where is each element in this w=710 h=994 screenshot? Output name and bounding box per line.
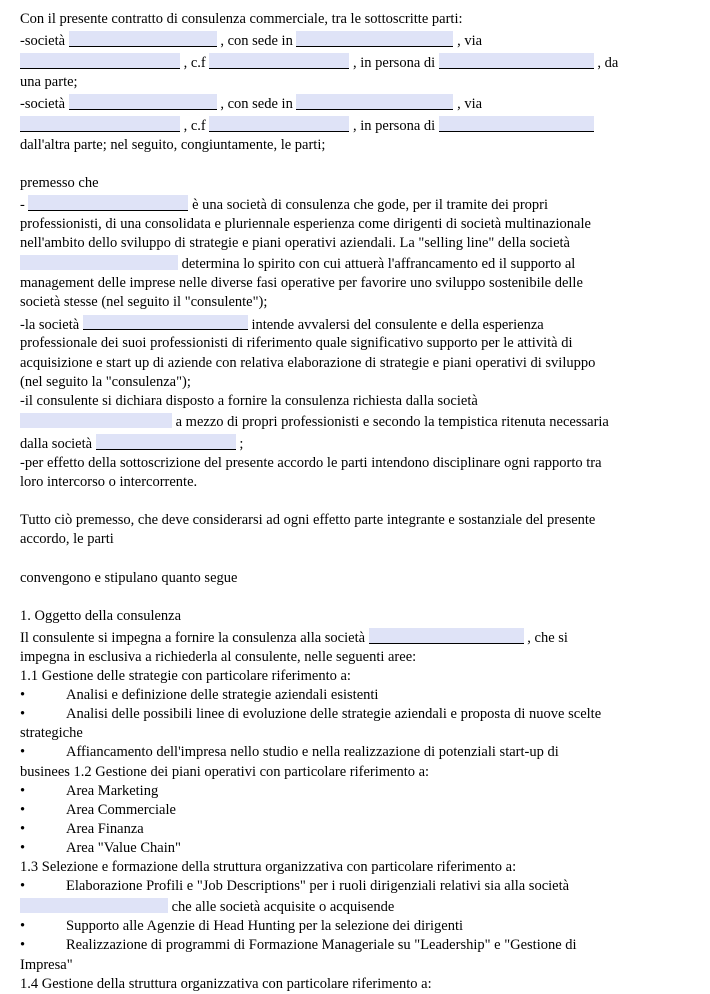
list-item-continuation: [20, 724, 692, 743]
party-1-sede-label: , con sede in: [220, 32, 293, 49]
list-item: [20, 839, 692, 858]
section-1-1-heading-text: 1.1 Gestione delle strategie con particolare riferimento a:: [20, 667, 351, 684]
list-item-label: Area "Value Chain": [66, 840, 181, 857]
premesso-b1-line-1: [20, 193, 692, 215]
party-2-cf-field[interactable]: [209, 116, 349, 132]
premesso-b1-text-1: è una società di consulenza che gode, per il tramite dei propri: [192, 197, 549, 214]
bullet-icon: •: [20, 878, 26, 895]
list-item-continuation: [20, 896, 692, 917]
list-item-label: Affiancamento dell'impresa nello studio e nella realizzazione di potenziali start-up di: [66, 744, 559, 761]
party-1-line-1: [20, 29, 692, 51]
tutto-text-2: accordo, le parti: [20, 531, 114, 548]
section-1-3-company-field[interactable]: [20, 898, 168, 913]
intro-line-1: [20, 10, 692, 29]
premesso-b4-text-1: -per effetto della sottoscrizione del presente accordo le parti intendono disciplinare ogni rapporto tra: [20, 454, 602, 471]
tutto-text-1: Tutto ciò premesso, che deve considerarsi ad ogni effetto parte integrante e sostanziale del presente: [20, 512, 596, 529]
premesso-b1-line-3: [20, 234, 692, 253]
bullet-icon: •: [20, 820, 26, 837]
premesso-b1-line-5: [20, 274, 692, 293]
list-item-label: Analisi delle possibili linee di evoluzione delle strategie aziendali e proposta di nuove scelte: [66, 706, 602, 723]
spacer-2: [20, 492, 692, 511]
premesso-b2-line-2: [20, 334, 692, 353]
list-item-label: Elaborazione Profili e "Job Descriptions" per i ruoli dirigenziali relativi sia alla società: [66, 878, 570, 895]
bullet-icon: •: [20, 782, 26, 799]
premesso-b2-label: -la società: [20, 316, 80, 333]
party-1-label: -società: [20, 32, 66, 49]
spacer-4: [20, 588, 692, 607]
premesso-heading-text: premesso che: [20, 175, 99, 192]
premesso-b1-text-3: nell'ambito dello sviluppo di strategie e piani operativi aziendali. La "selling line" della società: [20, 235, 570, 252]
party-2-via-field[interactable]: [20, 116, 180, 132]
list-item: [20, 782, 692, 801]
party-2-sede-label: , con sede in: [220, 95, 293, 112]
premesso-b4-line-1: [20, 454, 692, 473]
premesso-b1-line-6: [20, 293, 692, 312]
party-1-cf-label: , c.f: [183, 54, 206, 71]
list-item-label-cont: Impresa": [20, 956, 73, 973]
premesso-b3-company-field[interactable]: [20, 413, 172, 428]
list-item: [20, 820, 692, 839]
premesso-b1-line-2: [20, 215, 692, 234]
premesso-b1-dash: -: [20, 197, 25, 214]
premesso-b1-text-4: determina lo spirito con cui attuerà l'affrancamento ed il supporto al: [181, 256, 576, 273]
party-2-line-3: [20, 136, 692, 155]
premesso-b4-line-2: [20, 473, 692, 492]
section-1-line-1: [20, 626, 692, 648]
party-1-line-3: [20, 73, 692, 92]
premesso-b1-company2-field[interactable]: [20, 255, 178, 270]
party-1-cf-field[interactable]: [209, 53, 349, 69]
list-item-label-cont: che alle società acquisite o acquisende: [171, 899, 395, 916]
list-item: [20, 877, 692, 896]
bullet-icon: •: [20, 744, 26, 761]
intro-text: Con il presente contratto di consulenza commerciale, tra le sottoscritte parti:: [20, 11, 463, 27]
section-1-3-heading: [20, 858, 692, 877]
tutto-line-1: [20, 511, 692, 530]
list-item: [20, 936, 692, 955]
party-2-name-field[interactable]: [69, 94, 217, 110]
section-1-4-heading-text: 1.4 Gestione della struttura organizzativa con particolare riferimento a:: [20, 975, 432, 992]
premesso-b3-line-3: [20, 432, 692, 454]
section-1-3-heading-text: 1.3 Selezione e formazione della struttura organizzativa con particolare riferimento a:: [20, 859, 517, 876]
party-1-persona-field[interactable]: [439, 53, 594, 69]
premesso-b3-label: dalla società: [20, 435, 93, 452]
premesso-b2-text-2: professionale dei suoi professionisti di riferimento quale significativo supporto per le attività di: [20, 335, 573, 352]
bullet-icon: •: [20, 918, 26, 935]
party-1-una-parte: una parte;: [20, 73, 78, 90]
list-item-continuation: [20, 956, 692, 975]
party-2-via-label: , via: [457, 95, 483, 112]
party-1-line-2: [20, 51, 692, 73]
party-2-persona-label: , in persona di: [353, 117, 436, 134]
party-2-altra-parte: dall'altra parte; nel seguito, congiuntamente, le parti;: [20, 136, 326, 153]
premesso-b3-company2-field[interactable]: [96, 434, 236, 450]
premesso-b2-company-field[interactable]: [83, 315, 248, 331]
list-item-label: Analisi e definizione delle strategie aziendali esistenti: [66, 687, 379, 704]
bullet-icon: •: [20, 840, 26, 857]
premesso-b2-text-4: (nel seguito la "consulenza");: [20, 373, 191, 390]
section-1-text-2: impegna in esclusiva a richiederla al consulente, nelle seguenti aree:: [20, 648, 417, 665]
premesso-b4-text-2: loro intercorso o intercorrente.: [20, 473, 198, 490]
list-item-label-cont: strategiche: [20, 725, 83, 742]
party-2-persona-field[interactable]: [439, 116, 594, 132]
list-item: [20, 743, 692, 762]
list-item-label: Supporto alle Agenzie di Head Hunting per la selezione dei dirigenti: [66, 918, 464, 935]
party-2-cf-label: , c.f: [183, 117, 206, 134]
section-1-text-1: Il consulente si impegna a fornire la consulenza alla società: [20, 629, 366, 646]
bullet-icon: •: [20, 937, 26, 954]
section-1-1-heading: [20, 667, 692, 686]
party-1-via-field[interactable]: [20, 53, 180, 69]
premesso-b2-text-1: intende avvalersi del consulente e della esperienza: [251, 316, 544, 333]
premesso-b1-company-field[interactable]: [28, 195, 188, 211]
list-item: [20, 686, 692, 705]
party-2-label: -società: [20, 95, 66, 112]
party-2-sede-field[interactable]: [296, 94, 453, 110]
list-item-label: Area Finanza: [66, 820, 144, 837]
premesso-b3-line-2: [20, 411, 692, 432]
party-1-da: , da: [597, 54, 619, 71]
party-1-sede-field[interactable]: [296, 31, 453, 47]
list-item-label: Area Marketing: [66, 782, 159, 799]
premesso-b1-line-4: [20, 253, 692, 274]
bullet-icon: •: [20, 706, 26, 723]
list-item: [20, 801, 692, 820]
party-2-line-2: [20, 114, 692, 136]
list-item: [20, 705, 692, 724]
premesso-b3-text-1: -il consulente si dichiara disposto a fornire la consulenza richiesta dalla società: [20, 392, 478, 409]
premesso-heading: [20, 174, 692, 193]
party-1-persona-label: , in persona di: [353, 54, 436, 71]
premesso-b3-line-1: [20, 392, 692, 411]
premesso-b1-text-5: management delle imprese nelle diverse fasi operative per favorire uno sviluppo sostenibile delle: [20, 275, 583, 292]
section-1-line-2: [20, 648, 692, 667]
premesso-b1-text-2: professionisti, di una consolidata e pluriennale esperienza come dirigenti di società multinazionale: [20, 216, 591, 233]
party-1-via-label: , via: [457, 32, 483, 49]
spacer-3: [20, 549, 692, 568]
spacer-1: [20, 155, 692, 174]
tutto-line-2: [20, 530, 692, 549]
list-item: [20, 917, 692, 936]
section-1-title-text: 1. Oggetto della consulenza: [20, 607, 182, 624]
premesso-b3-text-2: a mezzo di propri professionisti e secondo la tempistica ritenuta necessaria: [175, 413, 609, 430]
list-item-label: Area Commerciale: [66, 801, 176, 818]
premesso-b2-line-4: [20, 373, 692, 392]
premesso-b3-text-3: ;: [239, 435, 244, 452]
bullet-icon: •: [20, 801, 26, 818]
section-1-title: [20, 607, 692, 626]
section-1-text-1b: , che si: [527, 629, 568, 646]
list-item-label: Realizzazione di programmi di Formazione Manageriale su "Leadership" e "Gestione di: [66, 937, 577, 954]
party-1-name-field[interactable]: [69, 31, 217, 47]
bullet-icon: •: [20, 687, 26, 704]
premesso-b2-line-1: [20, 313, 692, 335]
list-item-label-cont: businees 1.2 Gestione dei piani operativi con particolare riferimento a:: [20, 763, 430, 780]
convengono-text: convengono e stipulano quanto segue: [20, 569, 238, 586]
convengono-line: [20, 569, 692, 588]
premesso-b2-text-3: acquisizione e start up di aziende con relativa elaborazione di strategie e piani operativi di sviluppo: [20, 354, 596, 371]
list-item-continuation: [20, 763, 692, 782]
premesso-b2-line-3: [20, 354, 692, 373]
premesso-b1-text-6: società stesse (nel seguito il "consulente");: [20, 294, 268, 311]
section-1-4-heading: [20, 975, 692, 994]
section-1-company-field[interactable]: [369, 628, 524, 644]
party-2-line-1: [20, 92, 692, 114]
